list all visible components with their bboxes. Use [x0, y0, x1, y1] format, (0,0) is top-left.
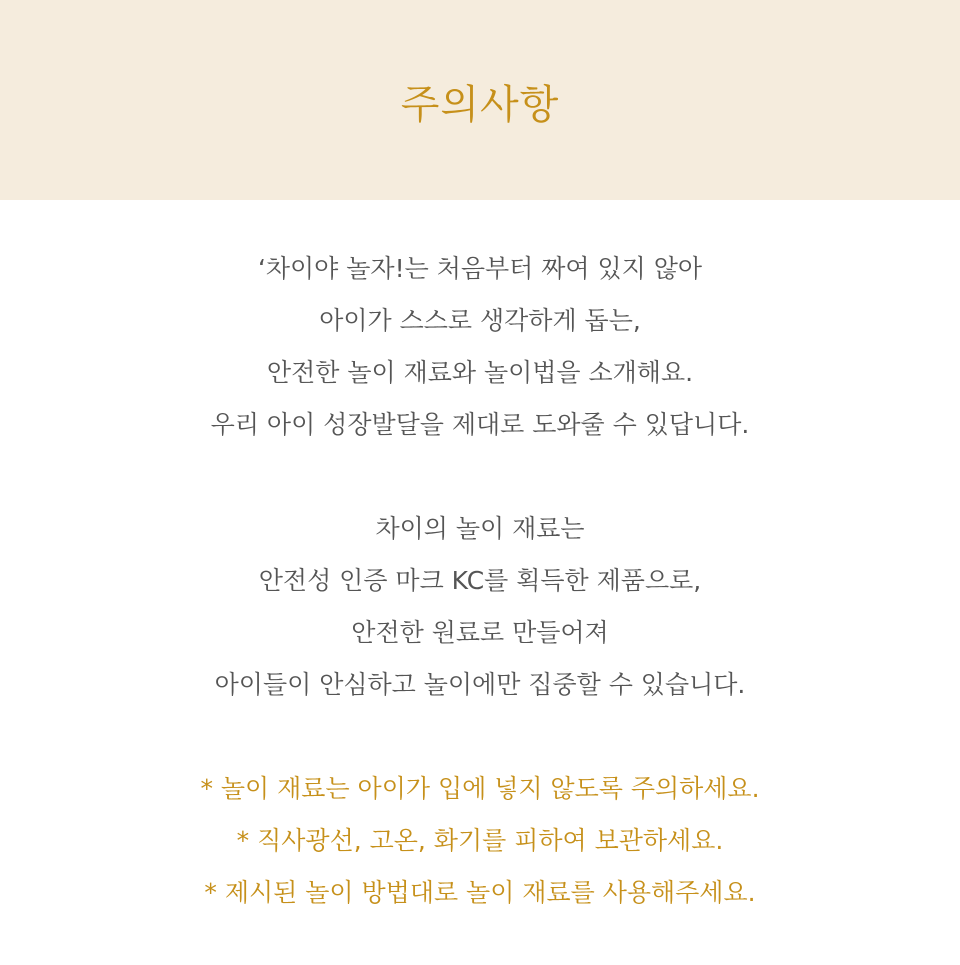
intro-line: 안전한 놀이 재료와 놀이법을 소개해요.: [266, 358, 694, 387]
content-area: [0, 200, 960, 919]
caution-note: * 직사광선, 고온, 화기를 피하여 보관하세요.: [236, 826, 724, 855]
caution-note: * 제시된 놀이 방법대로 놀이 재료를 사용해주세요.: [204, 878, 756, 907]
intro-line: ‘차이야 놀자!는 처음부터 짜여 있지 않아: [257, 254, 703, 283]
paragraph-spacer: [0, 451, 960, 503]
materials-paragraph: [0, 503, 960, 711]
intro-line: 아이가 스스로 생각하게 돕는,: [319, 306, 641, 335]
header-banner: [0, 0, 960, 200]
materials-line: 차이의 놀이 재료는: [375, 514, 585, 543]
caution-notes: [0, 763, 960, 919]
intro-line: 우리 아이 성장발달을 제대로 도와줄 수 있답니다.: [210, 410, 750, 439]
caution-note: * 놀이 재료는 아이가 입에 넣지 않도록 주의하세요.: [200, 774, 760, 803]
materials-line: 아이들이 안심하고 놀이에만 집중할 수 있습니다.: [214, 670, 746, 699]
materials-line: 안전한 원료로 만들어져: [351, 618, 609, 647]
paragraph-spacer: [0, 711, 960, 763]
page-title: 주의사항: [400, 81, 560, 128]
materials-line: 안전성 인증 마크 KC를 획득한 제품으로,: [258, 566, 702, 595]
intro-paragraph: [0, 200, 960, 451]
